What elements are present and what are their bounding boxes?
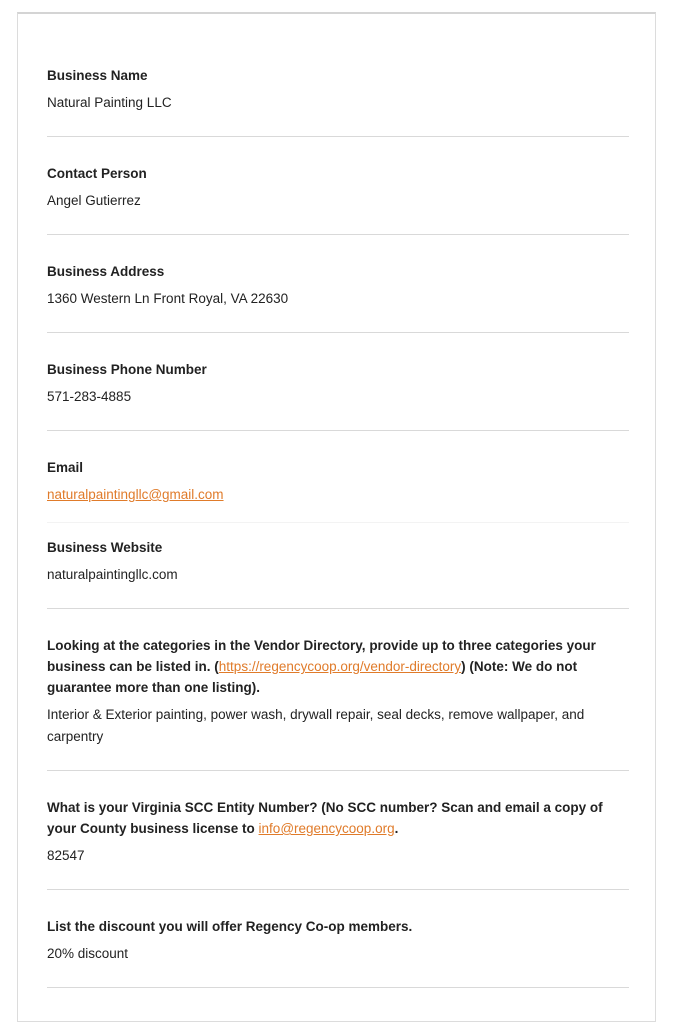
categories-value: Interior & Exterior painting, power wash, drywall repair, seal decks, remove wallpaper, and carpentry — [47, 707, 585, 744]
categories-label — [47, 635, 629, 698]
divider — [47, 234, 629, 235]
divider — [47, 332, 629, 333]
field-business-website — [47, 537, 629, 586]
divider — [47, 770, 629, 771]
divider — [47, 430, 629, 431]
business-phone-value: 571-283-4885 — [47, 389, 132, 404]
divider — [47, 987, 629, 988]
field-email — [47, 457, 629, 506]
business-phone-label: Business Phone Number — [47, 362, 207, 377]
field-discount — [47, 916, 629, 965]
scc-entity-label-end: . — [394, 821, 399, 836]
scc-entity-label-text: What is your Virginia SCC Entity Number? (No SCC number? Scan and email a copy of your County business license to — [47, 800, 603, 836]
divider — [47, 608, 629, 609]
business-website-value: naturalpaintingllc.com — [47, 567, 178, 582]
info-email-link[interactable]: info@regencycoop.org — [258, 821, 395, 836]
field-contact-person — [47, 163, 629, 212]
contact-person-value: Angel Gutierrez — [47, 193, 141, 208]
field-business-name — [47, 65, 629, 114]
field-categories — [47, 635, 629, 748]
business-address-label: Business Address — [47, 264, 165, 279]
discount-value: 20% discount — [47, 946, 129, 961]
vendor-directory-link[interactable]: https://regencycoop.org/vendor-directory — [218, 659, 462, 674]
form-submission-card — [17, 12, 656, 1022]
discount-label: List the discount you will offer Regency Co-op members. — [47, 919, 413, 934]
divider — [47, 136, 629, 137]
field-business-phone — [47, 359, 629, 408]
categories-label-text: Looking at the categories in the Vendor Directory, provide up to three categories your business can be listed in. ( — [47, 638, 596, 674]
field-business-address — [47, 261, 629, 310]
business-name-value: Natural Painting LLC — [47, 95, 172, 110]
divider — [47, 522, 629, 523]
contact-person-label: Contact Person — [47, 166, 147, 181]
business-address-value: 1360 Western Ln Front Royal, VA 22630 — [47, 291, 289, 306]
email-label: Email — [47, 460, 84, 475]
business-website-label: Business Website — [47, 540, 163, 555]
divider — [47, 889, 629, 890]
field-scc-entity — [47, 797, 629, 867]
email-link[interactable]: naturalpaintingllc@gmail.com — [47, 487, 224, 502]
business-name-label: Business Name — [47, 68, 148, 83]
scc-entity-value: 82547 — [47, 848, 85, 863]
scc-entity-label — [47, 797, 629, 839]
categories-label-note: ) (Note: We do not guarantee more than one listing). — [47, 659, 578, 695]
